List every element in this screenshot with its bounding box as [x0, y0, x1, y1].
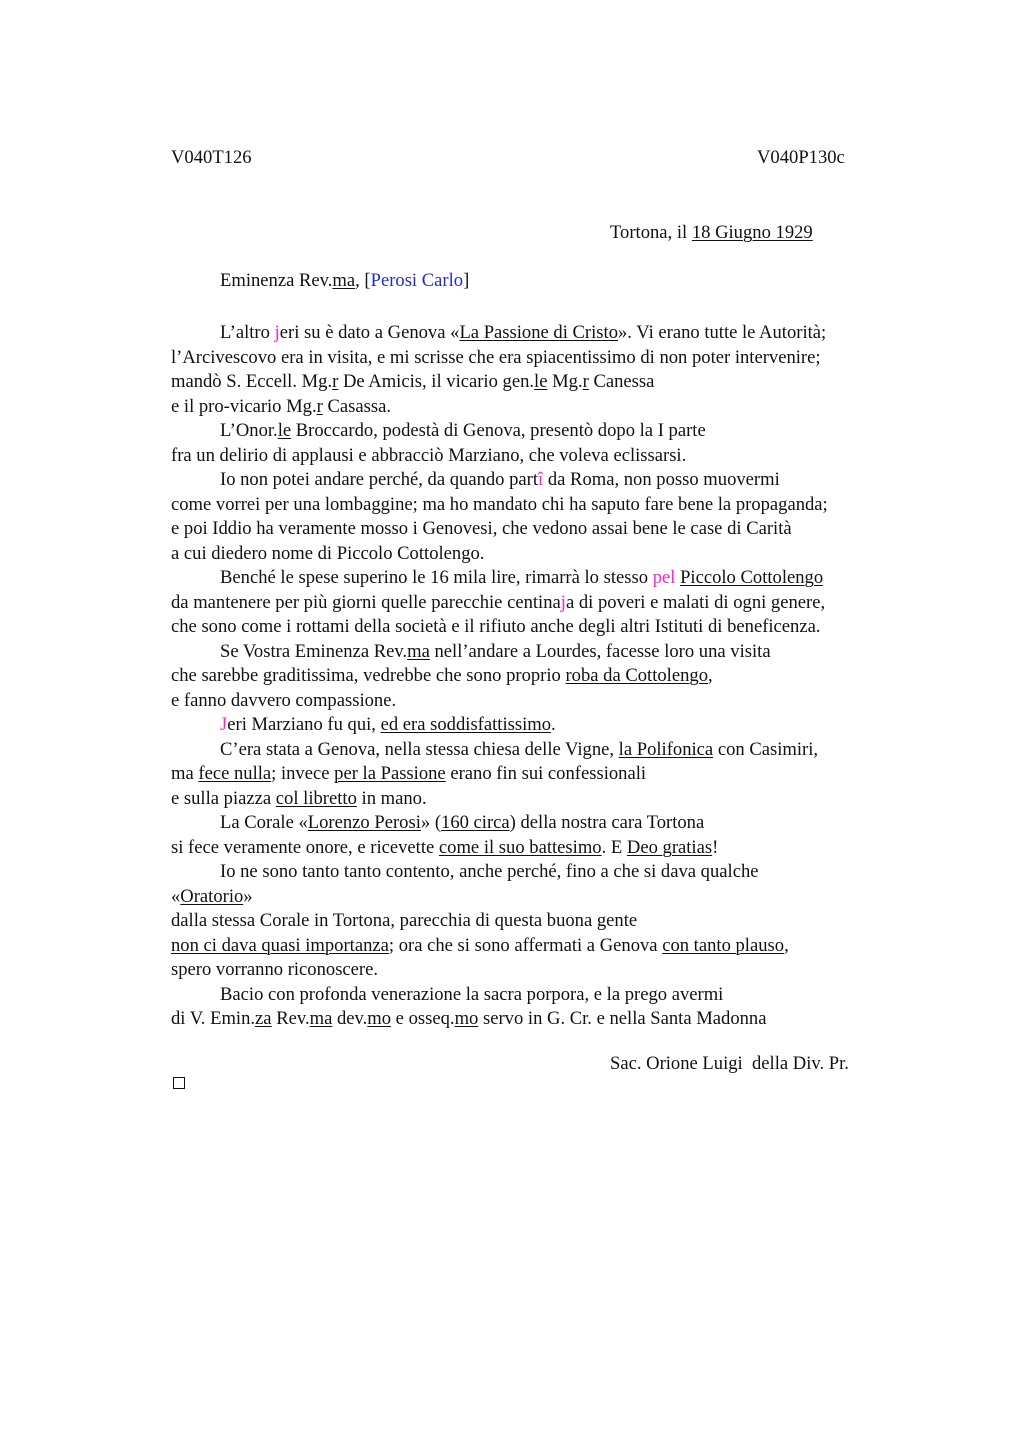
- body-line: L’altro jeri su è dato a Genova «La Passione di Cristo». Vi erano tutte le Autorità;: [220, 322, 827, 343]
- letter-date: [610, 221, 813, 245]
- body-line: spero vorranno riconoscere.: [171, 959, 379, 980]
- body-line: Io non potei andare perché, da quando partî da Roma, non posso muovermi: [220, 469, 780, 490]
- empty-square-icon: [173, 1077, 185, 1089]
- body-line: Se Vostra Eminenza Rev.ma nell’andare a Lourdes, facesse loro una visita: [220, 640, 771, 662]
- body-line: a cui diedero nome di Piccolo Cottolengo.: [171, 542, 485, 564]
- body-line: e il pro-vicario Mg.r Casassa.: [171, 395, 391, 417]
- document-code-right: V040P130c: [757, 147, 845, 168]
- body-line: L’Onor.le Broccardo, podestà di Genova, presentò dopo la I parte: [220, 420, 706, 441]
- body-line: e poi Iddio ha veramente mosso i Genovesi, che vedono assai bene le case di Carità: [171, 518, 792, 539]
- recipient-name: Perosi Carlo: [370, 270, 464, 291]
- body-line: Benché le spese superino le 16 mila lire, rimarrà lo stesso pel Piccolo Cottolengo: [220, 567, 824, 588]
- body-line: Bacio con profonda venerazione la sacra porpora, e la prego avermi: [220, 983, 724, 1005]
- body-line: di V. Emin.za Rev.ma dev.mo e osseq.mo servo in G. Cr. e nella Santa Madonna: [171, 1008, 767, 1029]
- body-line: e fanno davvero compassione.: [171, 689, 397, 711]
- date-value: 18 Giugno 1929: [691, 222, 813, 243]
- body-line: La Corale «Lorenzo Perosi» (160 circa) della nostra cara Tortona: [220, 812, 705, 833]
- body-line: da mantenere per più giorni quelle parecchie centinaja di poveri e malati di ogni genere,: [171, 591, 826, 613]
- body-line: fra un delirio di applausi e abbracciò Marziano, che voleva eclissarsi.: [171, 444, 687, 466]
- body-line: che sarebbe graditissima, vedrebbe che sono proprio roba da Cottolengo,: [171, 665, 713, 686]
- body-line: l’Arcivescovo era in visita, e mi scrisse che era spiacentissimo di non poter intervenire;: [171, 346, 821, 368]
- body-line: come vorrei per una lombaggine; ma ho mandato chi ha saputo fare bene la propaganda;: [171, 493, 828, 515]
- body-line: che sono come i rottami della società e il rifiuto anche degli altri Istituti di beneficenza.: [171, 616, 821, 637]
- body-line: Jeri Marziano fu qui, ed era soddisfattissimo.: [220, 714, 556, 735]
- body-line: mandò S. Eccell. Mg.r De Amicis, il vicario gen.le Mg.r Canessa: [171, 371, 655, 392]
- letter-body: [171, 321, 911, 1032]
- body-line: e sulla piazza col libretto in mano.: [171, 787, 427, 809]
- signature: Sac. Orione Luigi della Div. Pr.: [610, 1053, 849, 1074]
- salutation: Eminenza Rev.ma, [Perosi Carlo]: [220, 270, 470, 291]
- date-prefix: Tortona, il: [610, 222, 692, 243]
- body-line: Io ne sono tanto tanto contento, anche perché, fino a che si dava qualche: [220, 861, 759, 882]
- body-line: si fece veramente onore, e ricevette come il suo battesimo. E Deo gratias!: [171, 836, 719, 858]
- body-line: C’era stata a Genova, nella stessa chiesa delle Vigne, la Polifonica con Casimiri,: [220, 738, 819, 760]
- body-line: non ci dava quasi importanza; ora che si sono affermati a Genova con tanto plauso,: [171, 934, 789, 956]
- body-line: ma fece nulla; invece per la Passione erano fin sui confessionali: [171, 763, 647, 784]
- document-code-left: V040T126: [171, 147, 252, 168]
- body-line: dalla stessa Corale in Tortona, parecchia di questa buona gente: [171, 910, 638, 931]
- body-line: «Oratorio»: [171, 885, 253, 907]
